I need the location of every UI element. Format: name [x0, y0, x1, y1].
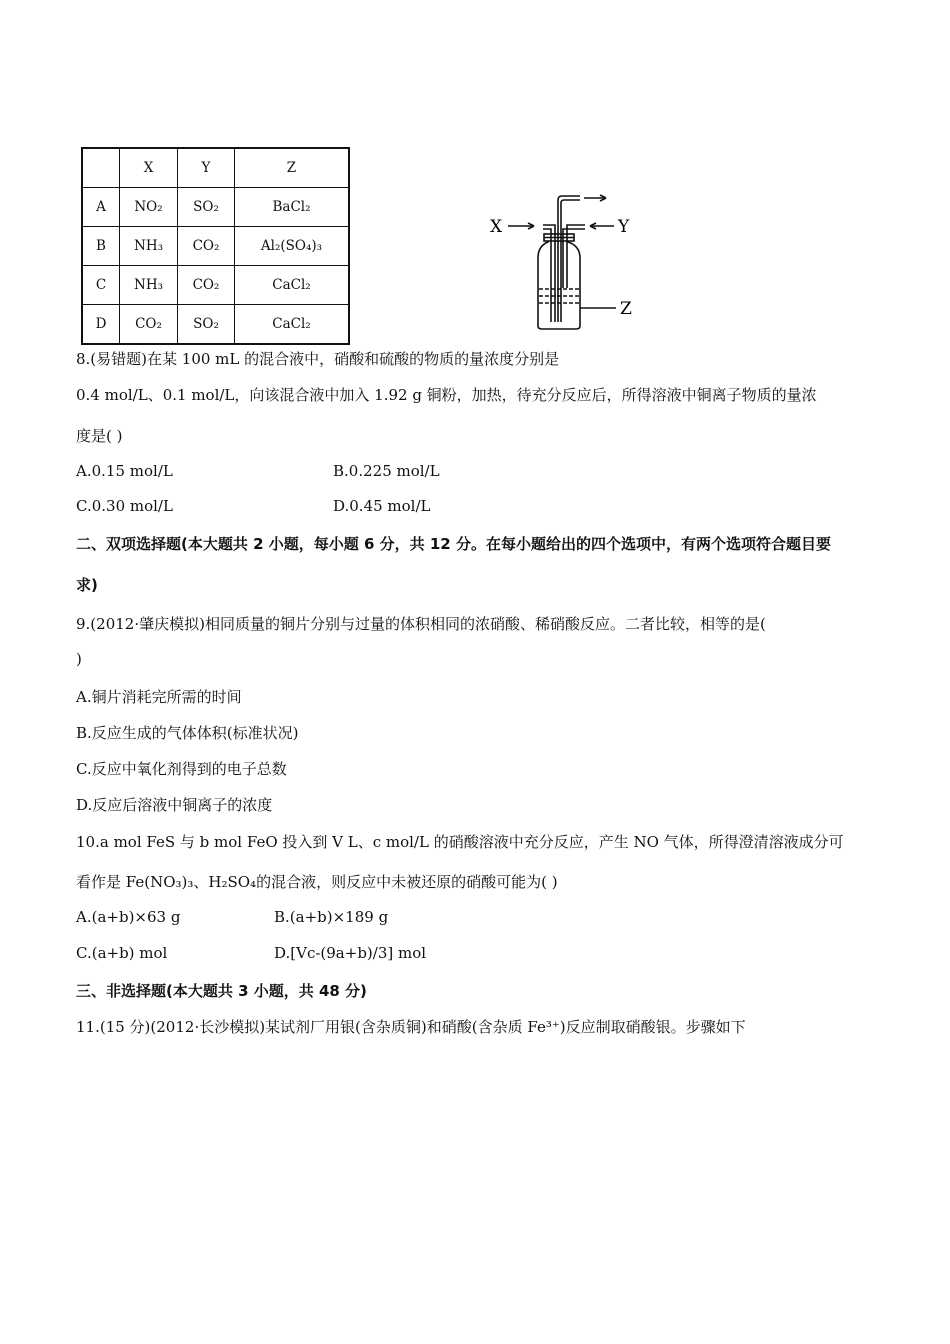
q8-option-b: B.0.225 mol/L	[333, 462, 440, 480]
table-cell: A	[82, 188, 120, 227]
q8-option-row-2	[76, 497, 431, 515]
table-cell: Z	[235, 148, 350, 188]
table-row	[82, 227, 349, 266]
table-cell: BaCl₂	[235, 188, 350, 227]
section2-heading-line2: 求)	[76, 576, 98, 594]
q10-option-row-2	[76, 944, 427, 962]
q10-line1: 10.a mol FeS 与 b mol FeO 投入到 V L、c mol/L 的硝酸溶液中充分反应，产生 NO 气体，所得澄清溶液成分可	[76, 833, 844, 851]
q9-line1: 9.(2012·肇庆模拟)相同质量的铜片分别与过量的体积相同的浓硝酸、稀硝酸反应。二者比较，相等的是(	[76, 615, 766, 633]
gas-bottle-diagram	[488, 158, 648, 333]
table-cell: NO₂	[120, 188, 178, 227]
q10-option-c: C.(a+b) mol	[76, 944, 168, 962]
q10-option-a: A.(a+b)×63 g	[76, 908, 181, 926]
table-row	[82, 266, 349, 305]
q11-line1: 11.(15 分)(2012·长沙模拟)某试剂厂用银(含杂质铜)和硝酸(含杂质 Fe³⁺)反应制取硝酸银。步骤如下	[76, 1018, 746, 1036]
q9-option-d: D.反应后溶液中铜离子的浓度	[76, 796, 273, 814]
q8-line3: 度是( )	[76, 427, 123, 445]
q8-option-d: D.0.45 mol/L	[333, 497, 431, 515]
table-cell: X	[120, 148, 178, 188]
table-row	[82, 188, 349, 227]
q8-option-c: C.0.30 mol/L	[76, 497, 173, 515]
q9-option-c: C.反应中氧化剂得到的电子总数	[76, 760, 287, 778]
table-cell: NH₃	[120, 227, 178, 266]
label-x: X	[490, 217, 503, 237]
q8-line2: 0.4 mol/L、0.1 mol/L，向该混合液中加入 1.92 g 铜粉，加热，待充分反应后，所得溶液中铜离子物质的量浓	[76, 386, 817, 404]
table-cell: SO₂	[178, 305, 235, 345]
table-cell: Y	[178, 148, 235, 188]
table-cell	[82, 148, 120, 188]
q10-line2: 看作是 Fe(NO₃)₃、H₂SO₄的混合液，则反应中未被还原的硝酸可能为( )	[76, 873, 558, 891]
table-cell: CO₂	[178, 266, 235, 305]
table-cell: SO₂	[178, 188, 235, 227]
q9-option-a: A.铜片消耗完所需的时间	[76, 688, 242, 706]
options-table	[81, 147, 350, 345]
q8-option-a: A.0.15 mol/L	[76, 462, 173, 480]
section2-heading-line1: 二、双项选择题(本大题共 2 小题，每小题 6 分，共 12 分。在每小题给出的四个选项中，有两个选项符合题目要	[76, 535, 831, 553]
q10-option-d: D.[Vc-(9a+b)/3] mol	[274, 944, 427, 962]
table-row	[82, 305, 349, 345]
q9-line2: )	[76, 650, 82, 668]
q8-option-row-1	[76, 462, 440, 480]
q8-line1: 8.(易错题)在某 100 mL 的混合液中，硝酸和硫酸的物质的量浓度分别是	[76, 350, 560, 368]
table-header-row	[82, 148, 349, 188]
table-cell: CaCl₂	[235, 305, 350, 345]
table-cell: B	[82, 227, 120, 266]
label-z: Z	[620, 299, 632, 319]
label-y: Y	[618, 217, 630, 237]
table-cell: CO₂	[178, 227, 235, 266]
q10-option-row-1	[76, 908, 389, 926]
table-cell: NH₃	[120, 266, 178, 305]
table-cell: CO₂	[120, 305, 178, 345]
table-cell: Al₂(SO₄)₃	[235, 227, 350, 266]
table-cell: D	[82, 305, 120, 345]
section3-heading: 三、非选择题(本大题共 3 小题，共 48 分)	[76, 982, 367, 1000]
q10-option-b: B.(a+b)×189 g	[274, 908, 389, 926]
q9-option-b: B.反应生成的气体体积(标准状况)	[76, 724, 299, 742]
table-cell: CaCl₂	[235, 266, 350, 305]
table-cell: C	[82, 266, 120, 305]
